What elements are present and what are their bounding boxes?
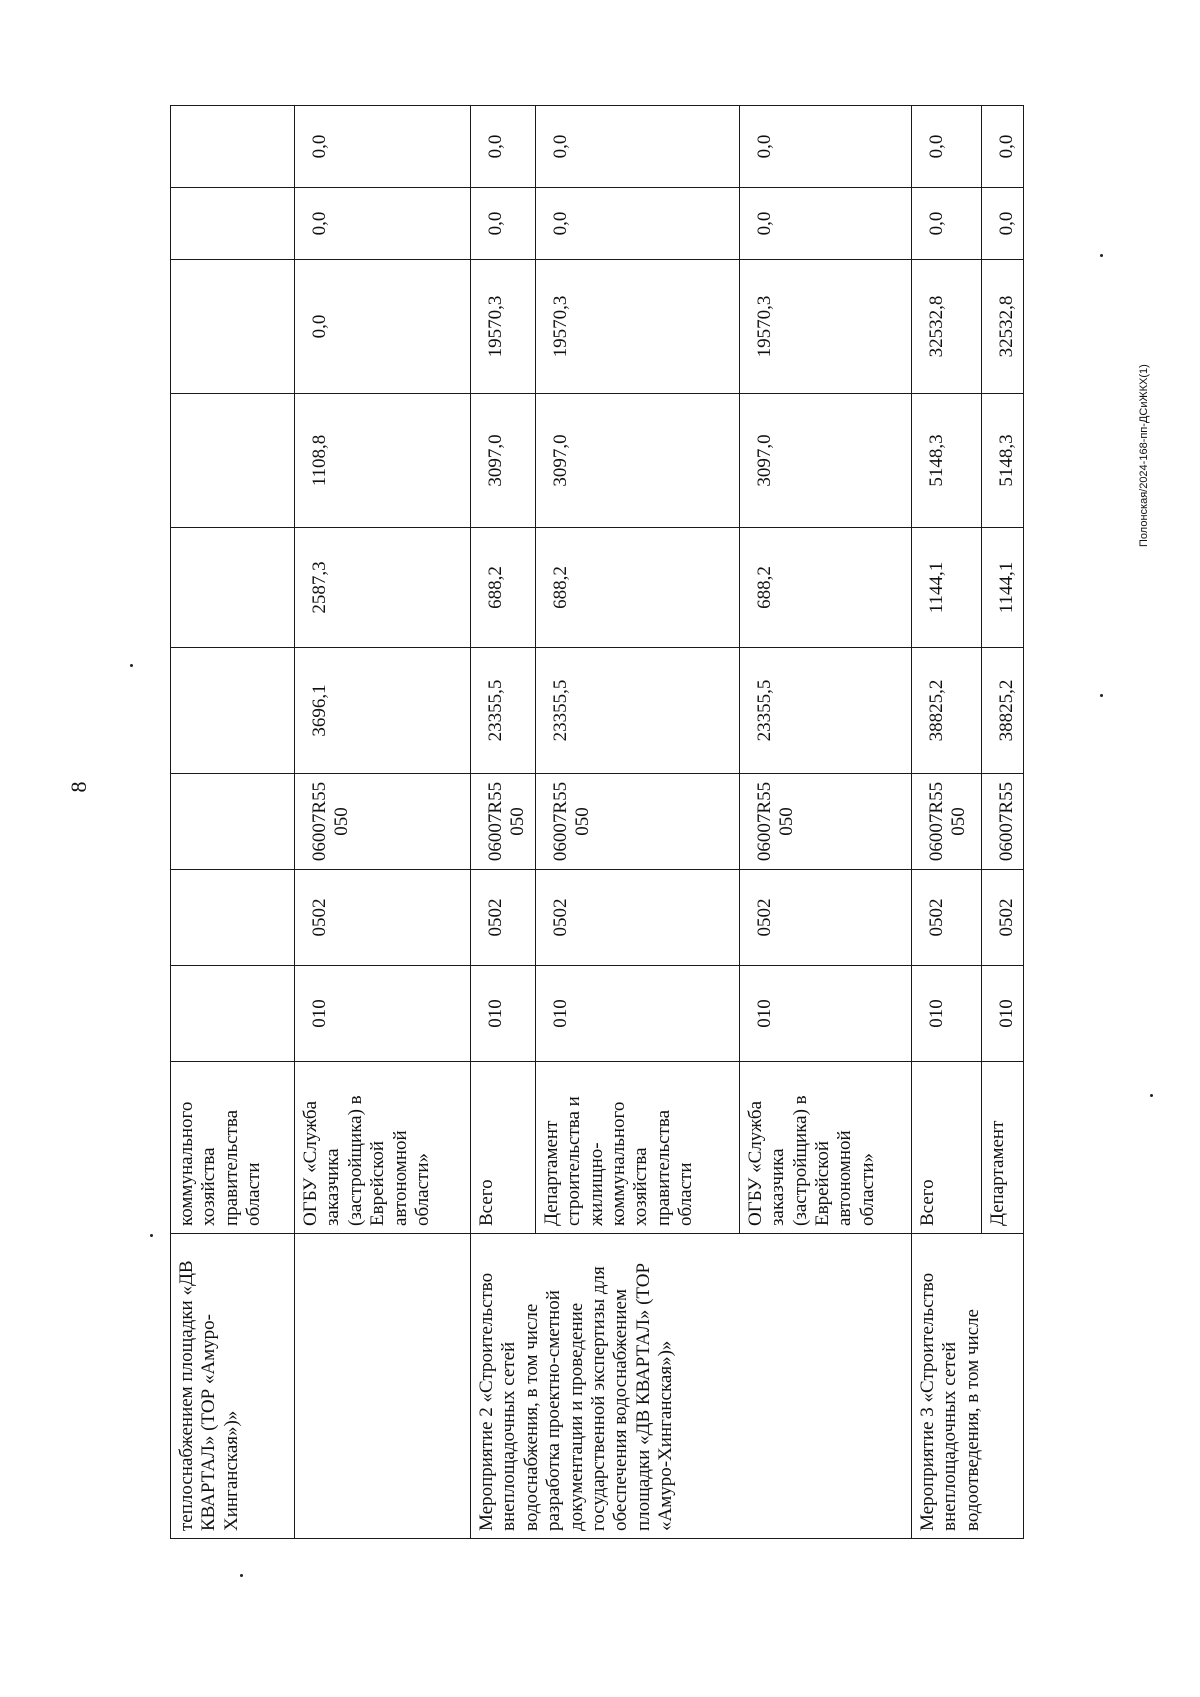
grbs-cell: 010 — [471, 966, 536, 1062]
value-cell: 1144,1 — [911, 528, 981, 648]
value-cell: 688,2 — [739, 528, 911, 648]
csr-cell: 06007R55 050 — [911, 774, 981, 870]
grbs-cell: 010 — [981, 966, 1023, 1062]
value-cell: 32532,8 — [981, 260, 1023, 394]
value-cell: 19570,3 — [535, 260, 739, 394]
csr-cell: 06007R55 050 — [535, 774, 739, 870]
value-cell: 23355,5 — [739, 648, 911, 774]
value-cell — [171, 394, 295, 528]
scan-speck — [240, 1574, 243, 1577]
event-cell — [295, 1234, 471, 1539]
executor-cell: Всего — [471, 1062, 536, 1234]
table-row — [911, 106, 981, 1539]
grbs-cell — [171, 966, 295, 1062]
value-cell: 3097,0 — [535, 394, 739, 528]
value-cell: 19570,3 — [471, 260, 536, 394]
value-cell — [171, 188, 295, 260]
value-cell: 23355,5 — [535, 648, 739, 774]
rzpr-cell — [171, 870, 295, 966]
scan-speck — [1150, 1094, 1153, 1097]
rzpr-cell: 0502 — [535, 870, 739, 966]
rzpr-cell: 0502 — [911, 870, 981, 966]
grbs-cell: 010 — [739, 966, 911, 1062]
scan-speck — [1100, 694, 1103, 697]
value-cell: 38825,2 — [981, 648, 1023, 774]
rzpr-cell: 0502 — [471, 870, 536, 966]
value-cell: 0,0 — [295, 106, 471, 188]
value-cell — [171, 106, 295, 188]
scan-speck — [150, 1234, 153, 1237]
value-cell: 688,2 — [535, 528, 739, 648]
value-cell: 0,0 — [981, 188, 1023, 260]
value-cell: 5148,3 — [911, 394, 981, 528]
table-row — [295, 106, 471, 1539]
executor-cell: Департамент строительства и жилищно-коммунального хозяйства правительства области — [535, 1062, 739, 1234]
page-number: 8 — [66, 781, 91, 793]
csr-cell: 06007R55 050 — [471, 774, 536, 870]
value-cell: 0,0 — [471, 188, 536, 260]
value-cell: 0,0 — [739, 188, 911, 260]
value-cell: 23355,5 — [471, 648, 536, 774]
csr-cell — [171, 774, 295, 870]
budget-table — [170, 105, 1024, 1539]
value-cell — [171, 648, 295, 774]
executor-cell: ОГБУ «Служба заказчика (застройщика) в Еврейской автономной области» — [295, 1062, 471, 1234]
value-cell: 0,0 — [739, 106, 911, 188]
value-cell: 1108,8 — [295, 394, 471, 528]
scan-speck — [1100, 254, 1103, 257]
rzpr-cell: 0502 — [981, 870, 1023, 966]
value-cell: 3097,0 — [739, 394, 911, 528]
value-cell: 0,0 — [295, 260, 471, 394]
rzpr-cell: 0502 — [295, 870, 471, 966]
grbs-cell: 010 — [535, 966, 739, 1062]
table-row — [471, 106, 536, 1539]
value-cell — [171, 528, 295, 648]
value-cell: 19570,3 — [739, 260, 911, 394]
grbs-cell: 010 — [295, 966, 471, 1062]
value-cell: 0,0 — [981, 106, 1023, 188]
scan-speck — [130, 664, 133, 667]
event-cell: теплоснабжением площадки «ДВ КВАРТАЛ» (ТОР «Амуро-Хинганская»)» — [171, 1234, 295, 1539]
value-cell — [171, 260, 295, 394]
event-cell: Мероприятие 2 «Строительство внеплощадочных сетей водоснабжения, в том числе разработка проектно-сметной документации и проведение государственной экспертизы для обеспечения водоснабжением площадки «ДВ КВАРТАЛ» (ТОР «Амуро-Хинганская»)» — [471, 1234, 912, 1539]
event-cell: Мероприятие 3 «Строительство внеплощадочных сетей водоотведения, в том числе — [911, 1234, 1023, 1539]
value-cell: 2587,3 — [295, 528, 471, 648]
value-cell: 0,0 — [911, 106, 981, 188]
value-cell: 32532,8 — [911, 260, 981, 394]
value-cell: 38825,2 — [911, 648, 981, 774]
value-cell: 0,0 — [911, 188, 981, 260]
value-cell: 1144,1 — [981, 528, 1023, 648]
csr-cell: 06007R55 050 — [295, 774, 471, 870]
csr-cell: 06007R55 — [981, 774, 1023, 870]
value-cell: 5148,3 — [981, 394, 1023, 528]
executor-cell: Департамент — [981, 1062, 1023, 1234]
value-cell: 3097,0 — [471, 394, 536, 528]
value-cell: 3696,1 — [295, 648, 471, 774]
grbs-cell: 010 — [911, 966, 981, 1062]
rzpr-cell: 0502 — [739, 870, 911, 966]
value-cell: 0,0 — [535, 106, 739, 188]
document-footer: Полонская/2024-168-пп-ДСиЖКХ(1) — [1138, 364, 1150, 547]
value-cell: 0,0 — [471, 106, 536, 188]
executor-cell: ОГБУ «Служба заказчика (застройщика) в Еврейской автономной области» — [739, 1062, 911, 1234]
table-row — [171, 106, 295, 1539]
executor-cell: коммунального хозяйства правительства области — [171, 1062, 295, 1234]
value-cell: 0,0 — [535, 188, 739, 260]
executor-cell: Всего — [911, 1062, 981, 1234]
value-cell: 688,2 — [471, 528, 536, 648]
csr-cell: 06007R55 050 — [739, 774, 911, 870]
value-cell: 0,0 — [295, 188, 471, 260]
